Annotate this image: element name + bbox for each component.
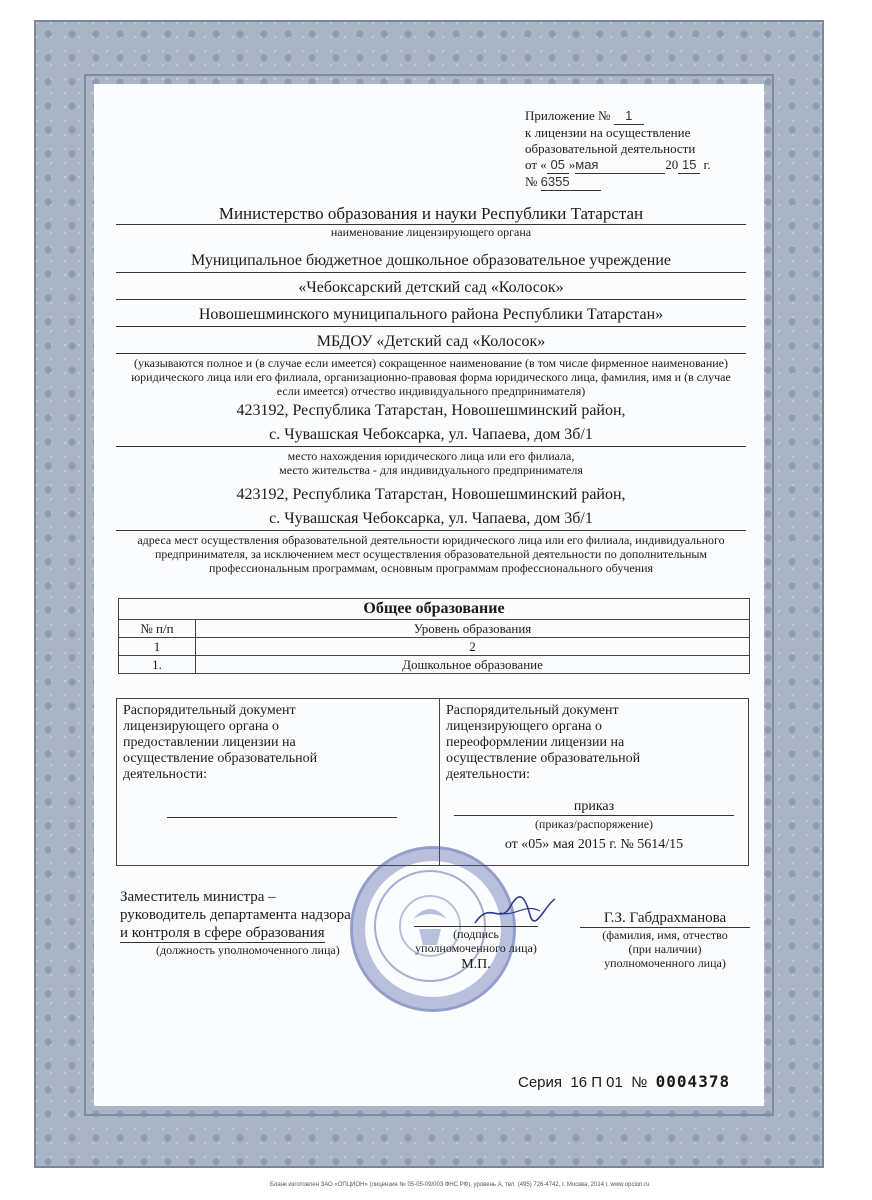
authority-name: Министерство образования и науки Республики Татарстан [116, 204, 746, 225]
table-numbering-row: 1 2 [119, 638, 750, 656]
activity-address-block [116, 484, 746, 575]
authority-hint: наименование лицензирующего органа [330, 225, 532, 239]
seal-label: М.П. [461, 957, 491, 972]
appendix-date: от « 05 »мая 20 15 г. [525, 157, 711, 172]
activity-line2: с. Чувашская Чебоксарка, ул. Чапаева, дом 3б/1 [116, 508, 746, 531]
appendix-line2: к лицензии на осуществление [525, 125, 691, 140]
right-doc-box [439, 698, 749, 866]
name-hint3: уполномоченного лица) [604, 956, 726, 970]
appendix-day: 05 [547, 157, 569, 174]
right-doc-type: приказ [454, 799, 734, 816]
signer-name: Г.З. Габдрахманова [580, 910, 750, 928]
appendix-year: 15 [678, 157, 700, 174]
left-doc-text: Распорядительный документ лицензирующего органа о предоставлении лицензии на осуществление образовательной деятельности: [123, 703, 318, 782]
signature-area [414, 926, 538, 973]
education-table [118, 598, 750, 674]
left-doc-box [116, 698, 440, 866]
serial-no: 0004378 [655, 1072, 731, 1091]
table-header-level: Уровень образования [196, 620, 750, 638]
location-hint1: место нахождения юридического лица или его филиала, [287, 449, 575, 463]
serial-series: 16 П 01 [570, 1074, 623, 1091]
location-line1: 423192, Республика Татарстан, Новошешминский район, [236, 402, 626, 419]
table-header-row [119, 620, 750, 638]
location-block [116, 400, 746, 477]
position-line1: Заместитель министра – [120, 889, 276, 905]
appendix-month: мая [575, 157, 665, 174]
right-doc-reference: от «05» мая 2015 г. № 5614/15 [504, 837, 684, 852]
handwritten-signature-icon [470, 895, 560, 929]
sign-hint2: уполномоченного лица) [415, 941, 537, 955]
org-line1: Муниципальное бюджетное дошкольное образовательное учреждение [116, 250, 746, 273]
name-hint1: (фамилия, имя, отчество [602, 928, 728, 942]
signer-position [120, 888, 351, 957]
organization-block [116, 250, 746, 398]
appendix-line3: образовательной деятельности [525, 141, 696, 156]
org-short-name: МБДОУ «Детский сад «Колосок» [116, 331, 746, 354]
activity-line1: 423192, Республика Татарстан, Новошешминский район, [236, 486, 626, 503]
position-line2: руководитель департамента надзора [120, 907, 351, 923]
position-hint: (должность уполномоченного лица) [156, 943, 340, 957]
right-doc-type-hint: (приказ/распоряжение) [534, 817, 654, 831]
authority-block [116, 204, 746, 239]
left-doc-blank-line [167, 817, 397, 818]
activity-hint: адреса мест осуществления образовательной деятельности юридического лица или его филиала, индивидуального предпринимателя, за исключением мест осуществления образовательной деятельности по дополнительным профессиональным программам, основным программам профессионального обучения [137, 533, 725, 575]
appendix-prefix: Приложение № [525, 108, 611, 123]
location-line2: с. Чувашская Чебоксарка, ул. Чапаева, дом 3б/1 [116, 424, 746, 447]
appendix-number: 1 [614, 108, 644, 125]
org-line2: «Чебоксарский детский сад «Колосок» [116, 277, 746, 300]
org-hint: (указываются полное и (в случае если имеется) сокращенное наименование (в том числе фирменное наименование) юридического лица или его филиала, организационно-правовая форма юридического лица, фамилия, имя и (в случае если имеется) отчество индивидуального предпринимателя) [131, 356, 731, 398]
position-line3: и контроля в сфере образования [120, 925, 325, 941]
license-number: 6355 [541, 174, 601, 191]
table-row: 1. Дошкольное образование [119, 656, 750, 674]
table-header-number: № п/п [119, 620, 196, 638]
location-hint2: место жительства - для индивидуального предпринимателя [279, 463, 583, 477]
org-line3: Новошешминского муниципального района Республики Татарстан» [116, 304, 746, 327]
table-title: Общее образование [119, 599, 750, 620]
sign-hint1: (подпись [414, 926, 538, 941]
name-hint2: (при наличии) [628, 942, 702, 956]
print-footer: Бланк изготовлен ЗАО «ОПЦИОН» (лицензия № 05-05-09/003 ФНС РФ), уровень А, тел. (495) 726-4742, г. Москва, 2014 г. www.opcion.ru [270, 1182, 650, 1188]
appendix-header: Приложение № 1 к лицензии на осуществление образовательной деятельности от « 05 »мая 20 15 г. № 6355 [525, 108, 745, 191]
right-doc-text: Распорядительный документ лицензирующего органа о переоформлении лицензии на осуществление образовательной деятельности: [446, 703, 641, 782]
serial-number: Серия 16 П 01 № 0004378 [518, 1072, 731, 1091]
signer-name-block [580, 910, 750, 970]
